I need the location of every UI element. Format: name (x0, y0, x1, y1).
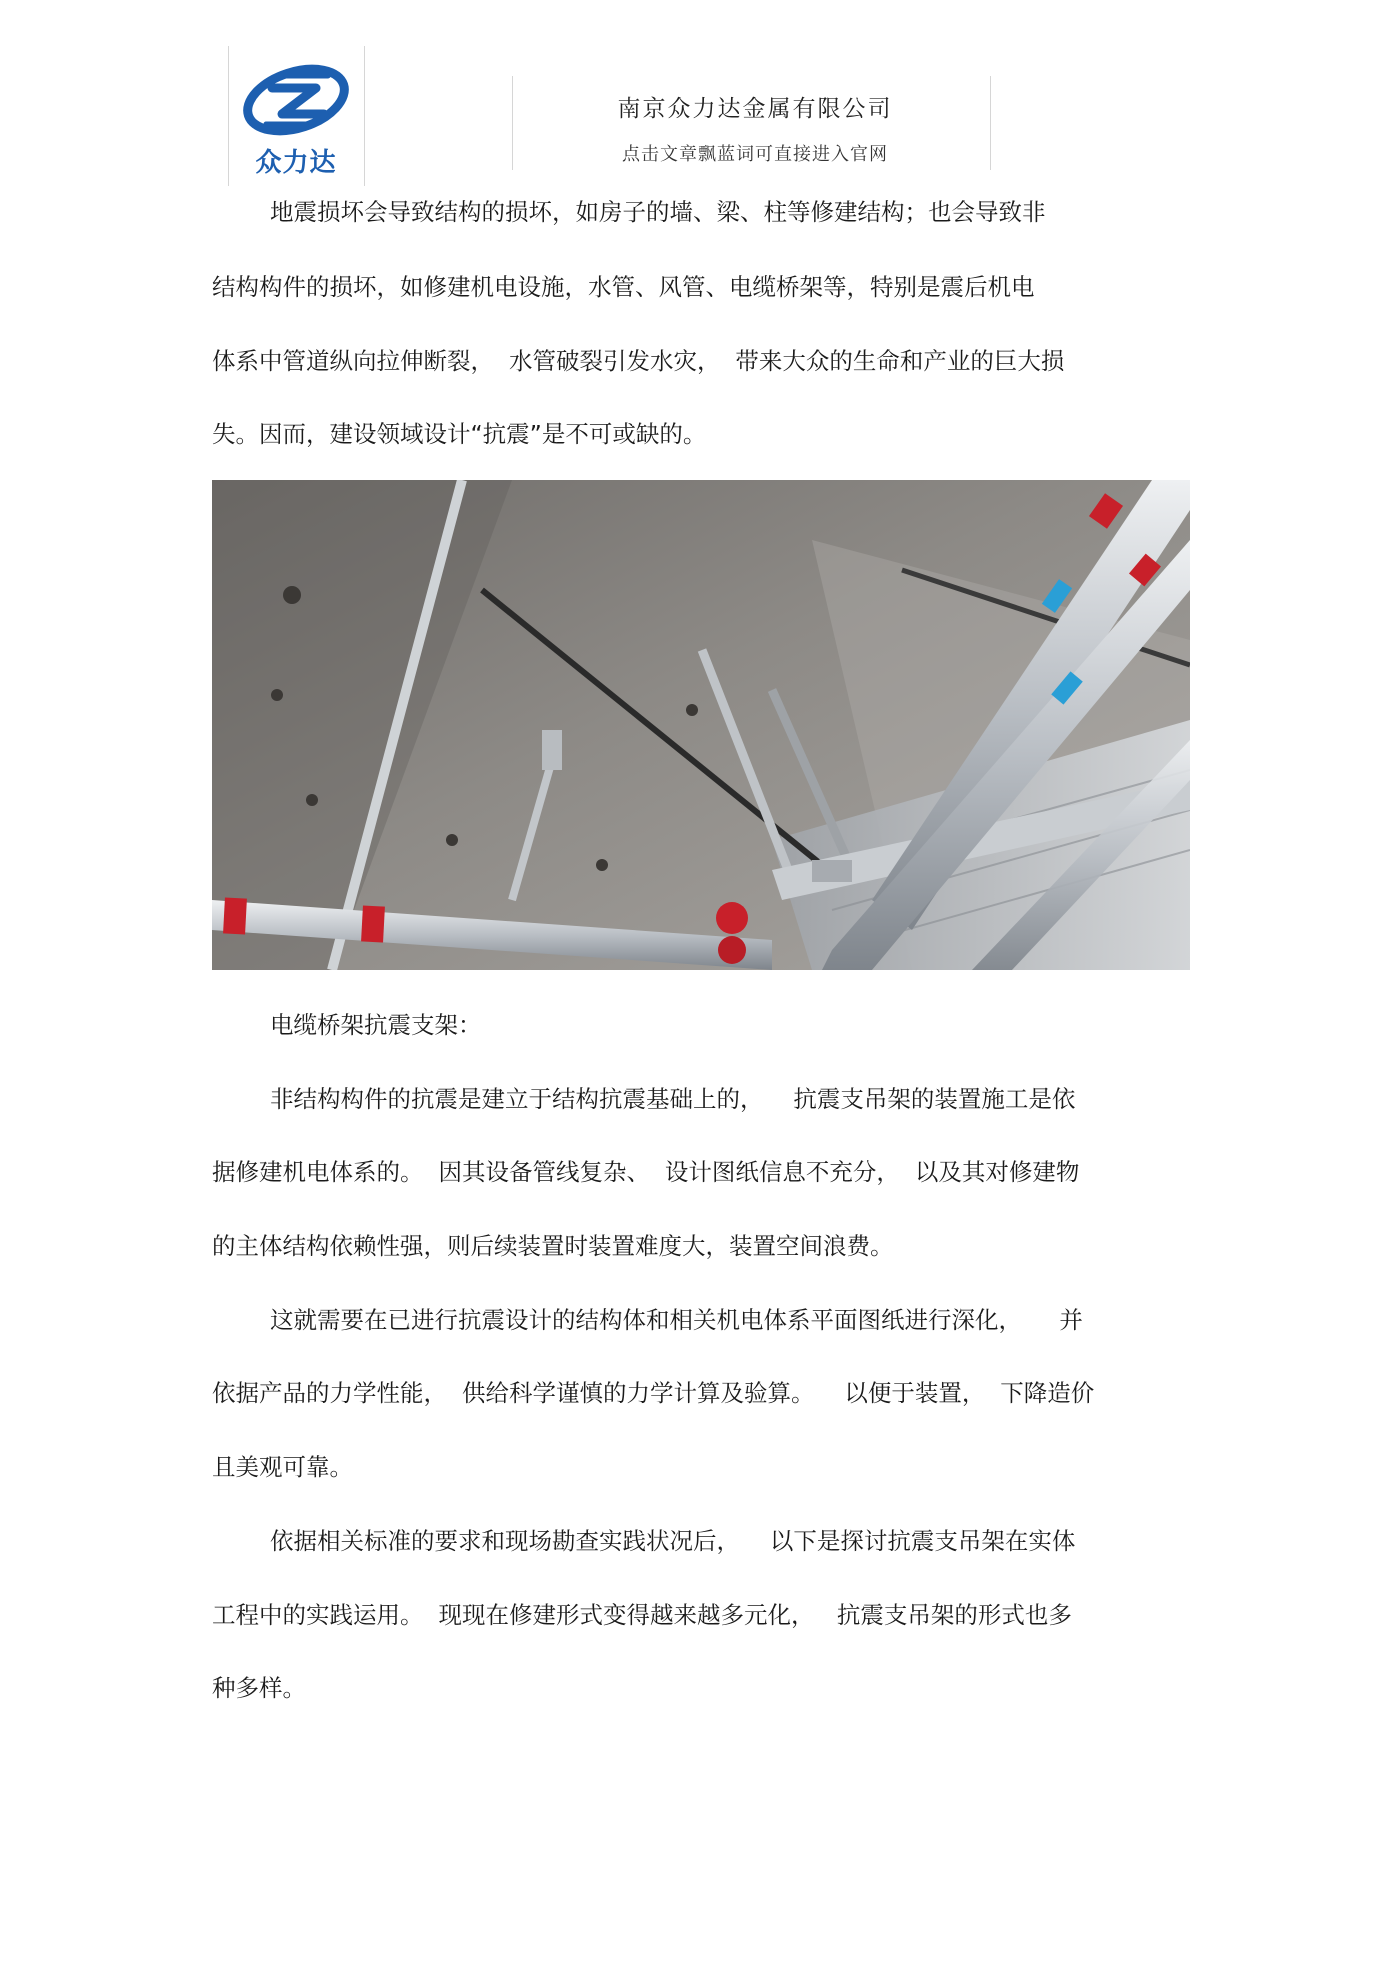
para2-line-2: 据修建机电体系的。 因其设备管线复杂、 设计图纸信息不充分， 以及其对修建物 (212, 1158, 1080, 1186)
seismic-bracket-photo-illustration (212, 480, 1190, 970)
header-divider-logo-right (364, 46, 365, 186)
header-subtitle[interactable]: 点击文章飘蓝词可直接进入官网 (622, 144, 888, 165)
section-heading: 电缆桥架抗震支架： (270, 1011, 482, 1039)
para3-line-2: 依据产品的力学性能， 供给科学谨慎的力学计算及验算。 以便于装置， 下降造价 (212, 1379, 1095, 1407)
logo-mark-icon (236, 58, 356, 142)
para4-line-2: 工程中的实践运用。 现现在修建形式变得越来越多元化， 抗震支吊架的形式也多 (212, 1601, 1072, 1629)
para2-line-1: 非结构构件的抗震是建立于结构抗震基础上的， 抗震支吊架的装置施工是依 (270, 1085, 1076, 1113)
logo-text: 众力达 (255, 148, 337, 178)
para2-line-3: 的主体结构依赖性强，则后续装置时装置难度大，装置空间浪费。 (212, 1232, 894, 1260)
header-divider-right (990, 76, 991, 170)
header-divider-mid (512, 76, 513, 170)
intro-line-1: 地震损坏会导致结构的损坏，如房子的墙、梁、柱等修建结构；也会导致非 (270, 198, 1046, 226)
intro-line-4: 失。因而，建设领域设计“抗震”是不可或缺的。 (212, 420, 707, 448)
para3-line-1: 这就需要在已进行抗震设计的结构体和相关机电体系平面图纸进行深化， 并 (270, 1306, 1083, 1334)
company-name[interactable]: 南京众力达金属有限公司 (617, 96, 893, 122)
intro-line-2: 结构构件的损坏，如修建机电设施，水管、风管、电缆桥架等，特别是震后机电 (212, 273, 1035, 301)
para4-line-1: 依据相关标准的要求和现场勘查实践状况后， 以下是探讨抗震支吊架在实体 (270, 1527, 1076, 1555)
installation-photo (212, 480, 1190, 970)
para3-line-3: 且美观可靠。 (212, 1453, 353, 1481)
para4-line-3: 种多样。 (212, 1674, 306, 1702)
company-logo[interactable] (236, 58, 356, 178)
header-divider-left (228, 46, 229, 186)
intro-line-3: 体系中管道纵向拉伸断裂， 水管破裂引发水灾， 带来大众的生命和产业的巨大损 (212, 347, 1065, 375)
